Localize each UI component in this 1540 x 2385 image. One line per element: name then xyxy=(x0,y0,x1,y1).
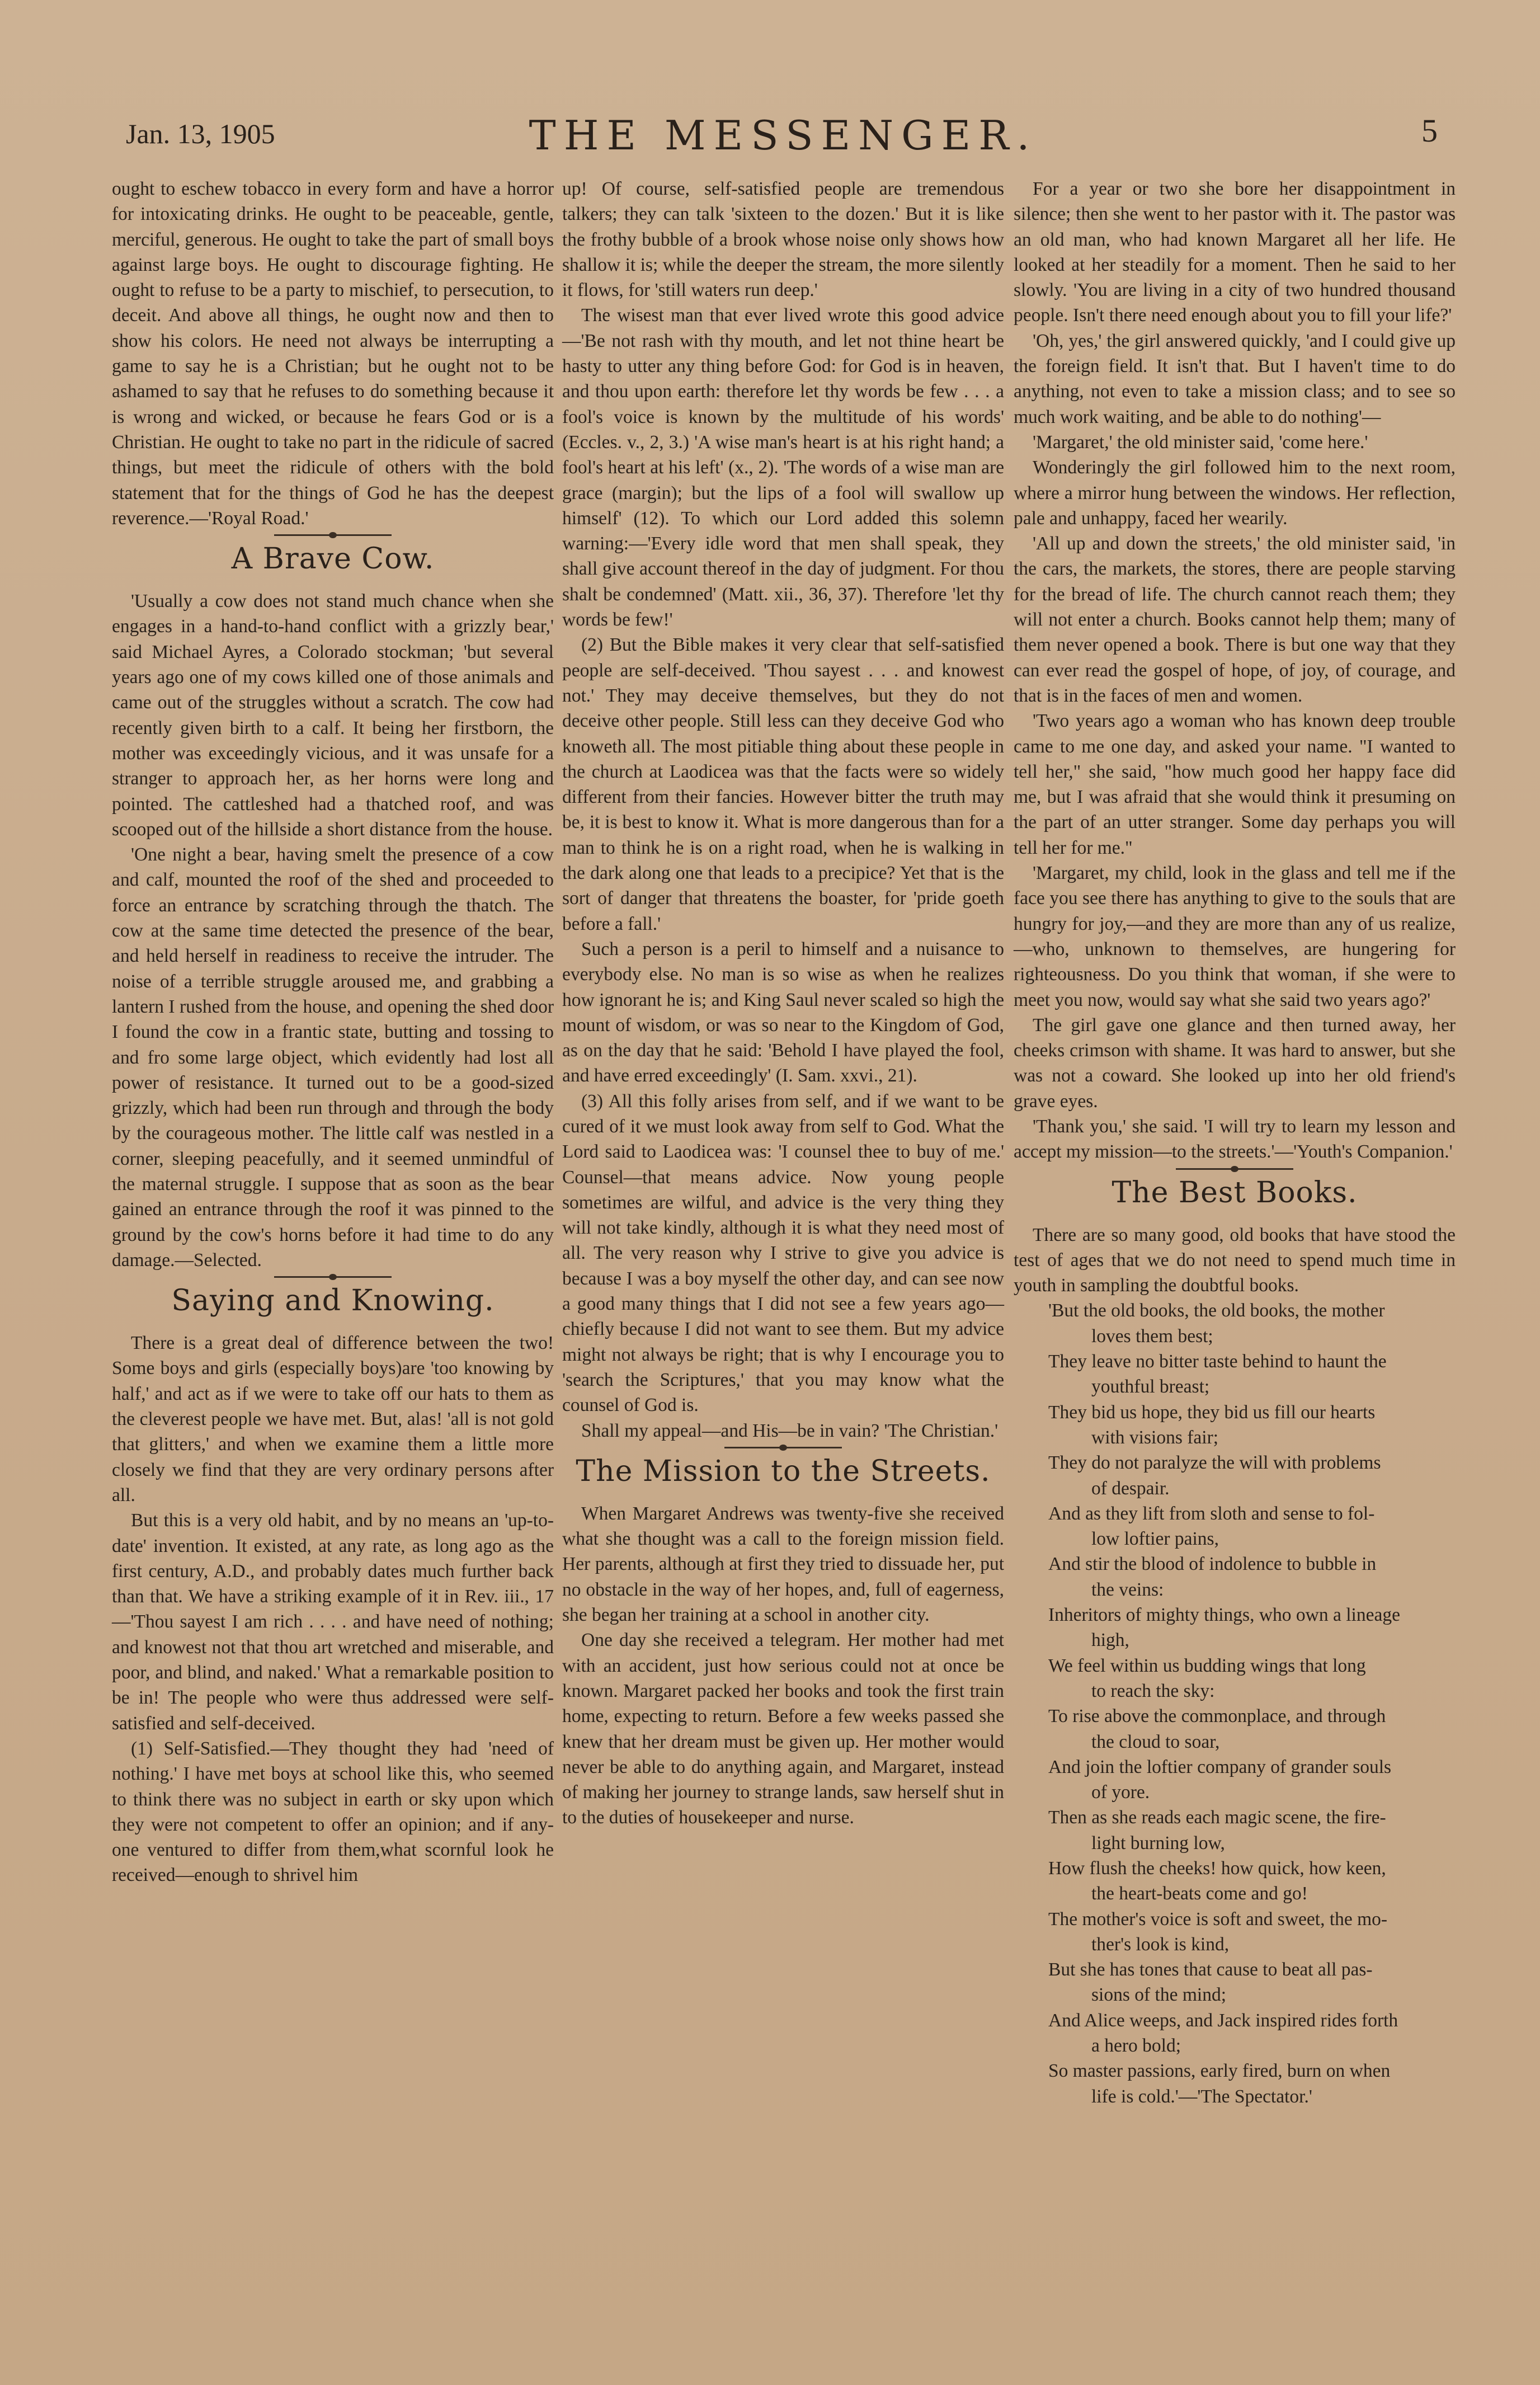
paragraph: The wisest man that ever lived wrote this good advice—'Be not rash with thy mouth, and let not thine heart be hasty to utter any thing before God: for God is in heaven, and thou upon earth: therefore let thy words be few . . . a fool's voice is known by the multitude of his words' (Eccles. v., 2, 3.) 'A wise man's heart is at his right hand; a fool's heart at his left' (x., 2). 'The words of a wise man are grace (margin); but the lips of a fool will swallow up himself' (12). To which our Lord added this solemn warning:—'Every idle word that men shall speak, they shall give account thereof in the day of judgment. For thou shalt be condemned' (Matt. xii., 36, 37). Therefore 'let thy words be few!' xyxy=(562,305,1004,631)
poem-line: Inheritors of mighty things, who own a lineage xyxy=(1048,1605,1400,1626)
article-title-best-books: The Best Books. xyxy=(1112,1175,1358,1210)
poem-line: the cloud to soar, xyxy=(1091,1731,1220,1752)
poem-line: Then as she reads each magic scene, the fire- xyxy=(1048,1807,1386,1828)
column-1 xyxy=(112,176,554,1888)
poem-line: life is cold.'—'The Spectator.' xyxy=(1091,2086,1312,2107)
poem-line: And stir the blood of indolence to bubble in xyxy=(1048,1554,1377,1575)
poem-line: To rise above the commonplace, and through xyxy=(1048,1706,1386,1727)
poem-line: The mother's voice is soft and sweet, the mo- xyxy=(1048,1908,1388,1930)
poem-line: the veins: xyxy=(1091,1579,1164,1600)
poem-line: the heart-beats come and go! xyxy=(1091,1883,1308,1904)
paragraph: 'All up and down the streets,' the old minister said, 'in the cars, the markets, the stores, there are people starving for the bread of life. The church cannot reach them; they will not enter a church. Books cannot help them; many of them never opened a book. There is but one way that they can ever read the gospel of hope, of joy, of courage, and that is in the faces of men and women. xyxy=(1014,533,1456,706)
paragraph: 'Margaret,' the old minister said, 'come here.' xyxy=(1033,431,1368,453)
paragraph: There is a great deal of difference between the two! Some boys and girls (especially boys)are 'too knowing by half,' and act as if we were to take off our hats to them as the cleverest people we have met. But, alas! 'all is not gold that glitters,' and when we examine them a little more closely we find that they are very ordinary persons after all. xyxy=(112,1333,554,1506)
paragraph: ought to eschew tobacco in every form and have a horror for intoxicating drinks. He ought to be peaceable, gentle, merciful, generous. He ought to take the part of small boys against large boys. He ought to discourage fighting. He ought to refuse to be a party to mischief, to persecution, to deceit. And above all things, he ought now and then to show his colors. He need not always be interrupting a game to say he is a Christian; but he ought not to be ashamed to say that he refuses to do something because it is wrong and wicked, or because he fears God or is a Christian. He ought to take no part in the ridicule of sacred things, but meet the ridicule of others with the bold statement that for the things of God he has the deepest reverence.—'Royal Road.' xyxy=(112,178,554,529)
poem-line: And as they lift from sloth and sense to fol- xyxy=(1048,1503,1375,1524)
poem-line: light burning low, xyxy=(1091,1832,1225,1854)
paragraph: 'Two years ago a woman who has known deep trouble came to me one day, and asked your name. "I wanted to tell her," she said, "how much good her happy face did me, but I was afraid that she would think it presuming on the part of an utter stranger. Some day perhaps you will tell her for me." xyxy=(1014,711,1456,858)
paragraph: (3) All this folly arises from self, and if we want to be cured of it we must look away from self to God. What the Lord said to Laodicea was: 'I counsel thee to buy of me.' Counsel—that means advice. Now young people sometimes are wilful, and advice is the very thing they will not take kindly, although it is what they need most of all. The very reason why I strive to give you advice is because I was a boy myself the other day, and can see now a good many things that I did not see a few years ago—chiefly because I did not want to see them. But my advice might not always be right; that is why I encourage you to 'search the Scriptures,' that you may know what the counsel of God is. xyxy=(562,1090,1004,1416)
poem-line: youthful breast; xyxy=(1091,1376,1210,1398)
paragraph: 'Usually a cow does not stand much chance when she engages in a hand-to-hand conflict with a grizzly bear,' said Michael Ayres, a Colorado stockman; 'but several years ago one of my cows killed one of those animals and came out of the struggles without a scratch. The cow had recently given birth to a calf. It being her firstborn, the mother was exceedingly vicious, and it was unsafe for a stranger to approach her, as her horns were long and pointed. The cattleshed had a thatched roof, and was scooped out of the hillside a short distance from the house. xyxy=(112,591,554,840)
poem-line: We feel within us budding wings that long xyxy=(1048,1655,1366,1676)
paragraph: 'One night a bear, having smelt the presence of a cow and calf, mounted the roof of the shed and proceeded to force an entrance by scratching through the thatch. The cow at the same time detected the presence of the bear, and held herself in readiness to receive the intruder. The noise of a terrible struggle aroused me, and grabbing a lantern I rushed from the house, and opening the shed door I found the cow in a frantic state, butting and tossing to and fro some large object, which evidently had lost all power of resistance. It turned out to be a good-sized grizzly, which had been run through and through the body by the courageous mother. The little calf was nestled in a corner, sleeping peacefully, and it seemed unmindful of the maternal struggle. I suppose that as soon as the bear gained an entrance through the roof it was pinned to the ground by the cow's horns before it had time to do any damage.—Selected. xyxy=(112,844,554,1271)
paragraph: (2) But the Bible makes it very clear that self-satisfied people are self-deceived. 'Thou sayest . . . and knowest not.' They may deceive themselves, but they do not deceive other people. Still less can they deceive God who knoweth all. The most pitiable thing about these people in the church at Laodicea was that the facts were so widely different from their fancies. However bitter the truth may be, it is best to know it. What is more dangerous than for a man to think he is on a right road, when he is walking in the dark along one that leads to a precipice? Yet that is the sort of danger that threatens the boaster, for 'pride goeth before a fall.' xyxy=(562,634,1004,934)
article-title-mission: The Mission to the Streets. xyxy=(576,1454,991,1488)
paragraph: 'Oh, yes,' the girl answered quickly, 'and I could give up the foreign field. It isn't that. But I haven't time to do anything, not even to take a mission class; and to see so much work waiting, and be able to do nothing'— xyxy=(1014,330,1456,427)
section-divider xyxy=(1176,1168,1293,1170)
poem-line: So master passions, early fired, burn on when xyxy=(1048,2061,1391,2082)
issue-date: Jan. 13, 1905 xyxy=(126,118,275,149)
poem-line: And join the loftier company of grander souls xyxy=(1048,1756,1392,1777)
poem-line: They leave no bitter taste behind to haunt the xyxy=(1048,1351,1387,1372)
poem-line: But she has tones that cause to beat all pas- xyxy=(1048,1959,1373,1981)
poem-line: And Alice weeps, and Jack inspired rides forth xyxy=(1048,2010,1398,2031)
poem-line: sions of the mind; xyxy=(1091,1984,1227,2006)
paragraph: Such a person is a peril to himself and a nuisance to everybody else. No man is so wise as when he realizes how ignorant he is; and King Saul never scaled so high the mount of wisdom, or was so near to the Kingdom of God, as on the day that he said: 'Behold I have played the fool, and have erred exceedingly' (I. Sam. xxvi., 21). xyxy=(562,938,1004,1086)
page-number: 5 xyxy=(1421,112,1438,149)
paragraph: For a year or two she bore her disappointment in silence; then she went to her pastor with it. The pastor was an old man, who had known Margaret all her life. He looked at her steadily for a moment. Then he said to her slowly. 'You are living in a city of two hundred thousand people. Isn't there need enough about you to fill your life?' xyxy=(1014,178,1456,326)
column-3 xyxy=(1014,176,1456,2109)
poem xyxy=(1014,1298,1456,2109)
article-title-brave-cow: A Brave Cow. xyxy=(231,542,435,576)
paragraph: Shall my appeal—and His—be in vain? 'The Christian.' xyxy=(581,1420,999,1441)
article-title-saying-knowing: Saying and Knowing. xyxy=(171,1284,495,1318)
column-2 xyxy=(562,176,1004,1831)
masthead-title: THE MESSENGER. xyxy=(529,112,1038,159)
poem-line: a hero bold; xyxy=(1091,2035,1181,2057)
paragraph: 'Margaret, my child, look in the glass and tell me if the face you see there has anything to give to the souls that are hungry for joy,—and they are more than any of us realize,—who, unknown to themselves, are hungering for righteousness. Do you think that woman, if she were to meet you now, would say what she said two years ago?' xyxy=(1014,863,1456,1010)
section-divider xyxy=(274,534,392,536)
poem-line: They do not paralyze the will with problems xyxy=(1048,1452,1381,1474)
paragraph: But this is a very old habit, and by no means an 'up-to-date' invention. It existed, at any rate, as long ago as the first century, A.D., and probably dates much further back than that. We have a striking example of it in Rev. iii., 17—'Thou sayest I am rich . . . . and have need of nothing; and knowest not that thou art wretched and miserable, and poor, and blind, and naked.' What a remarkable position to be in! The people who were thus addressed were self-satisfied and self-deceived. xyxy=(112,1510,554,1734)
page-header xyxy=(112,106,1454,168)
section-divider xyxy=(274,1276,392,1278)
poem-line: ther's look is kind, xyxy=(1091,1934,1230,1955)
paragraph: The girl gave one glance and then turned away, her cheeks crimson with shame. It was hard to answer, but she was not a coward. She looked up into her old friend's grave eyes. xyxy=(1014,1014,1456,1112)
paragraph: up! Of course, self-satisfied people are tremendous talkers; they can talk 'sixteen to the dozen.' But it is like the frothy bubble of a brook whose noise only shows how shallow it is; while the deeper the stream, the more silently it flows, for 'still waters run deep.' xyxy=(562,178,1004,301)
poem-line: with visions fair; xyxy=(1091,1427,1219,1448)
poem-line: of despair. xyxy=(1091,1478,1170,1499)
paragraph: 'Thank you,' she said. 'I will try to learn my lesson and accept my mission—to the streets.'—'Youth's Companion.' xyxy=(1014,1116,1456,1163)
poem-line: How flush the cheeks! how quick, how keen, xyxy=(1048,1858,1386,1879)
poem-line: of yore. xyxy=(1091,1782,1150,1803)
section-divider xyxy=(724,1447,842,1448)
poem-line: high, xyxy=(1091,1630,1129,1651)
poem-line: to reach the sky: xyxy=(1091,1680,1215,1701)
poem-line: loves them best; xyxy=(1091,1325,1213,1347)
poem-line: low loftier pains, xyxy=(1091,1528,1219,1550)
paragraph: When Margaret Andrews was twenty-five she received what she thought was a call to the foreign mission field. Her parents, although at first they tried to dissuade her, put no obstacle in the way of her hopes, and, full of eagerness, she began her training at a school in another city. xyxy=(562,1503,1004,1626)
paragraph: One day she received a telegram. Her mother had met with an accident, just how serious could not at once be known. Margaret packed her books and took the first train home, expecting to return. Before a few weeks passed she knew that her dream must be given up. Her mother would never be able to do anything again, and Margaret, instead of making her journey to strange lands, saw herself shut in to the duties of housekeeper and nurse. xyxy=(562,1630,1004,1828)
poem-line: 'But the old books, the old books, the mother xyxy=(1048,1300,1385,1321)
paragraph: (1) Self-Satisfied.—They thought they had 'need of nothing.' I have met boys at school like this, who seemed to think there was no subject in earth or sky upon which they were not competent to offer an opinion; and if any-one ventured to differ from them,what scornful look he received—enough to shrivel him xyxy=(112,1738,554,1886)
paragraph: Wonderingly the girl followed him to the next room, where a mirror hung between the windows. Her reflection, pale and unhappy, faced her wearily. xyxy=(1014,457,1456,529)
poem-line: They bid us hope, they bid us fill our hearts xyxy=(1048,1401,1376,1423)
paragraph: There are so many good, old books that have stood the test of ages that we do not need to spend much time in youth in sampling the doubtful books. xyxy=(1014,1224,1456,1296)
